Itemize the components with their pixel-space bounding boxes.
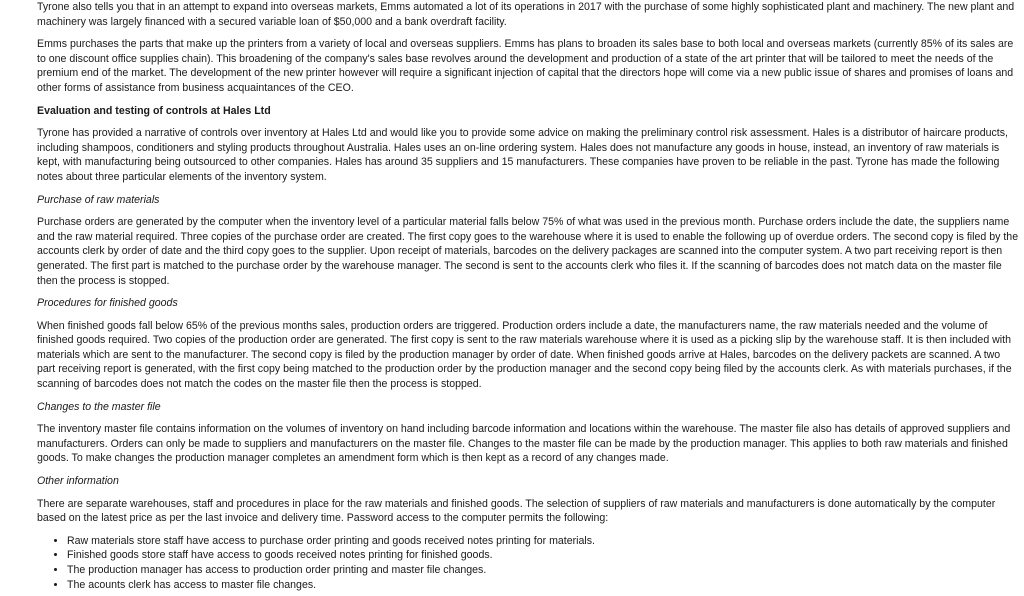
list-item: • The acounts clerk has access to master file changes. bbox=[67, 578, 1020, 593]
finished-goods-heading: Procedures for finished goods bbox=[37, 297, 178, 310]
purchase-heading: Purchase of raw materials bbox=[37, 193, 160, 206]
finished-goods-paragraph: When finished goods fall below 65% of the previous months sales, production orders are triggered. Production orders include a date, the manufacturers name, the raw materials needed and the volume of finished goods required. Two copies of the production order are generated. The first copy is sent to the raw materials warehouse where it is used as a picking slip by the warehouse staff. It is then included with materials which are sent to the manufacturer. The second copy is filed by the production manager by order of date. When finished goods arrive at Hales, barcodes on the delivery packets are scanned. A two part receiving report is generated, with the first copy being matched to the production order by the production manager and the second copy being filed by the accounts clerk. As with materials purchases, if the scanning of barcodes does not match the codes on the master file then the process is stopped. bbox=[37, 319, 1012, 391]
master-file-heading: Changes to the master file bbox=[37, 400, 161, 413]
list-item: • The production manager has access to production order printing and master file changes. bbox=[67, 563, 1020, 578]
purchase-paragraph: Purchase orders are generated by the computer when the inventory level of a particular material falls below 75% of what was used in the previous month. Purchase orders include the date, the suppliers name and the raw material required. Three copies of the purchase order are created. The first copy goes to the warehouse where it is used to enable the following up of overdue orders. The second copy is filed by the accounts clerk by order of date and the third copy goes to the supplier. Upon receipt of materials, barcodes on the delivery packages are scanned into the computer system. A two part receiving report is then generated. The first part is matched to the purchase order by the warehouse manager. The second is sent to the accounts clerk who files it. If the scanning of barcodes does not match data on the master file then the process is stopped. bbox=[37, 216, 1019, 287]
access-bullet-list bbox=[37, 534, 1020, 592]
other-information-paragraph: There are separate warehouses, staff and procedures in place for the raw materials and finished goods. The selection of suppliers of raw materials and manufacturers is done automatically by the computer based on the latest price as per the last invoice and delivery time. Password access to the computer permits the following: bbox=[37, 497, 996, 525]
section-heading: Evaluation and testing of controls at Hales Ltd bbox=[37, 104, 271, 117]
master-file-paragraph: The inventory master file contains information on the volumes of inventory on hand including barcode information and locations within the warehouse. The master file also has details of approved suppliers and manufacturers. Orders can only be made to suppliers and manufacturers on the master file. Changes to the master file can be made by the production manager. This applies to both raw materials and finished goods. To make changes the production manager completes an amendment form which is then kept as a record of any changes made. bbox=[37, 423, 1011, 465]
list-item: • Finished goods store staff have access to goods received notes printing for finished goods. bbox=[67, 548, 1020, 563]
list-item: • Raw materials store staff have access to purchase order printing and goods received notes printing for materials. bbox=[67, 534, 1020, 549]
intro-paragraph-2: Emms purchases the parts that make up the printers from a variety of local and overseas suppliers. Emms has plans to broaden its sales base to both local and overseas markets (currently 85% of its sales are to one discount office supplies chain). This broadening of the company's sales base revolves around the development and production of a state of the art printer that will be tailored to meet the needs of the premium end of the market. The development of the new printer however will require a significant injection of capital that the directors hope will come via a new public issue of shares and promises of loans and other forms of assistance from business acquaintances of the CEO. bbox=[37, 38, 1014, 94]
intro-paragraph-1: Tyrone also tells you that in an attempt to expand into overseas markets, Emms automated a lot of its operations in 2017 with the purchase of some highly sophisticated plant and machinery. The new plant and machinery was largely financed with a secured variable loan of $50,000 and a bank overdraft facility. bbox=[37, 1, 1015, 28]
other-information-heading: Other information bbox=[37, 475, 119, 488]
section-intro-paragraph: Tyrone has provided a narrative of controls over inventory at Hales Ltd and would like you to provide some advice on making the preliminary control risk assessment. Hales is a distributor of haircare products, including shampoos, conditioners and styling products throughout Australia. Hales uses an on-line ordering system. Hales does not manufacture any goods in house, instead, an inventory of raw materials is kept, with manufacturing being outsourced to other companies. Hales has around 35 suppliers and 15 manufacturers. These companies have proven to be reliable in the past. Tyrone has made the following notes about three particular elements of the inventory system. bbox=[37, 127, 1008, 183]
